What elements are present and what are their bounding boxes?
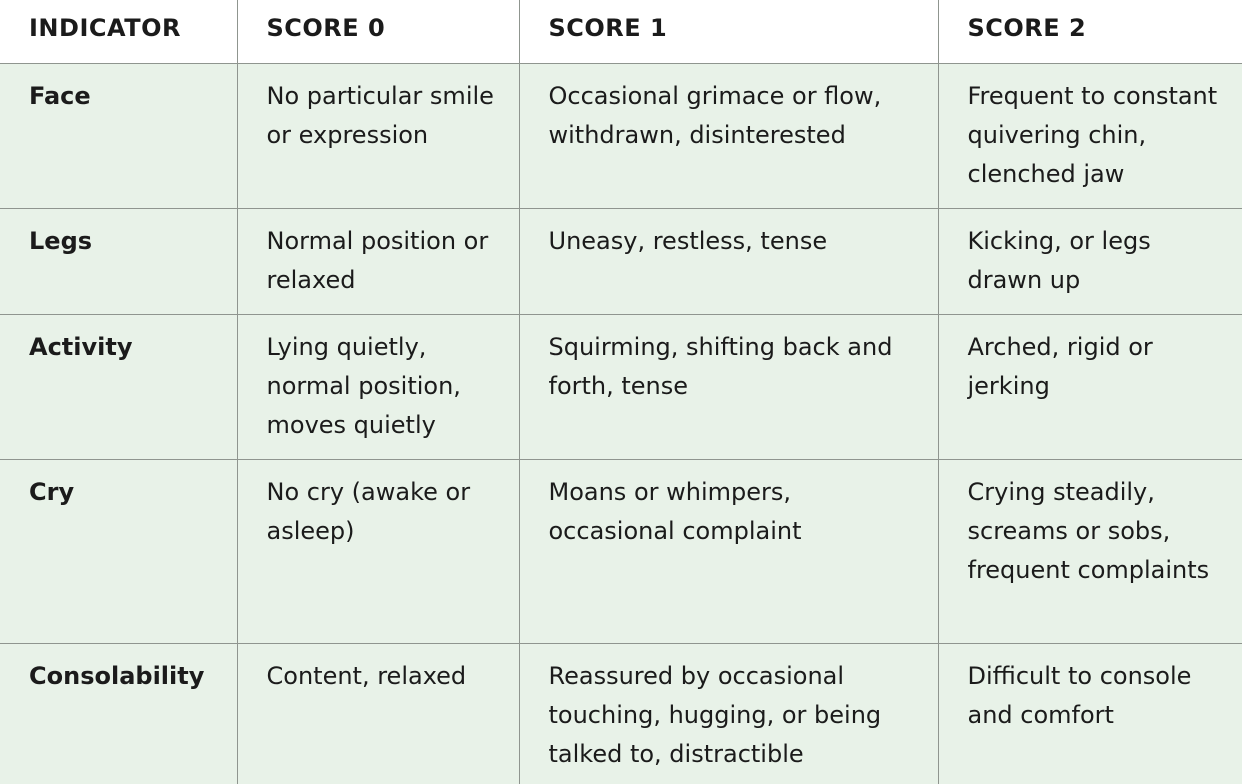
table-row-face (0, 63, 1242, 208)
indicator-label: Activity (29, 332, 133, 361)
score-1-cell (519, 208, 938, 314)
table-body (0, 63, 1242, 784)
score-0-text: Lying quietly, normal position, moves quietly (266, 332, 461, 439)
score-0-cell (237, 459, 519, 643)
header-score-1: SCORE 1 (519, 0, 938, 63)
header-score-0: SCORE 0 (237, 0, 519, 63)
score-0-text: Content, relaxed (266, 661, 467, 690)
indicator-cell (0, 459, 237, 643)
table-row-consolability (0, 643, 1242, 784)
indicator-label: Cry (29, 477, 75, 506)
score-1-text: Uneasy, restless, tense (548, 226, 828, 255)
score-2-cell (938, 643, 1242, 784)
score-1-text: Moans or whimpers, occasional complaint (548, 477, 802, 545)
header-row (0, 0, 1242, 63)
score-0-cell (237, 643, 519, 784)
score-2-cell (938, 459, 1242, 643)
score-1-cell (519, 314, 938, 459)
header-score-2: SCORE 2 (938, 0, 1242, 63)
score-2-cell (938, 63, 1242, 208)
score-1-text: Squirming, shifting back and forth, tense (548, 332, 893, 400)
table-header (0, 0, 1242, 63)
score-2-text: Difficult to console and comfort (967, 661, 1192, 729)
table-row-legs (0, 208, 1242, 314)
indicator-cell (0, 63, 237, 208)
score-0-cell (237, 314, 519, 459)
score-0-cell (237, 63, 519, 208)
score-2-cell (938, 208, 1242, 314)
score-2-text: Arched, rigid or jerking (967, 332, 1153, 400)
indicator-label: Consolability (29, 661, 205, 690)
indicator-label: Face (29, 81, 91, 110)
score-1-text: Reassured by occasional touching, hugging, or being talked to, distractible (548, 661, 882, 768)
indicator-cell (0, 208, 237, 314)
table-row-cry (0, 459, 1242, 643)
score-0-text: Normal position or relaxed (266, 226, 489, 294)
score-0-text: No particular smile or expression (266, 81, 494, 149)
score-0-text: No cry (awake or asleep) (266, 477, 471, 545)
score-0-cell (237, 208, 519, 314)
score-1-cell (519, 459, 938, 643)
header-indicator: INDICATOR (0, 0, 237, 63)
score-2-text: Frequent to constant quivering chin, clenched jaw (967, 81, 1218, 188)
indicator-cell (0, 643, 237, 784)
score-1-cell (519, 643, 938, 784)
score-1-text: Occasional grimace or flow, withdrawn, disinterested (548, 81, 882, 149)
table-row-activity (0, 314, 1242, 459)
score-1-cell (519, 63, 938, 208)
indicator-label: Legs (29, 226, 93, 255)
score-2-cell (938, 314, 1242, 459)
score-2-text: Crying steadily, screams or sobs, frequent complaints (967, 477, 1210, 584)
score-2-text: Kicking, or legs drawn up (967, 226, 1151, 294)
indicator-cell (0, 314, 237, 459)
